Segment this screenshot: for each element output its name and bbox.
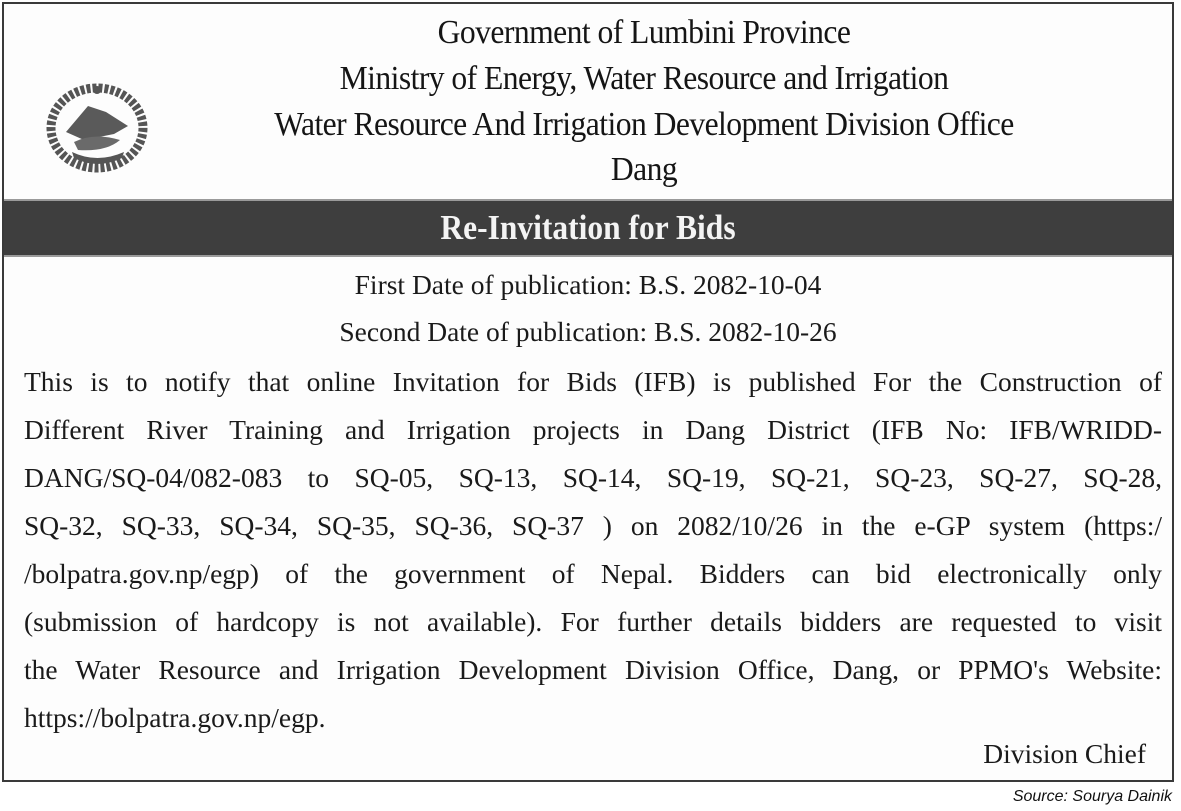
notice-title: Re-Invitation for Bids xyxy=(440,208,736,247)
body-line: DANG/SQ-04/082-083 to SQ-05, SQ-13, SQ-14, SQ-19, SQ-21, SQ-23, SQ-27, SQ-28, xyxy=(24,462,1162,493)
body-line: Different River Training and Irrigation projects in Dang District (IFB No: IFB/WRIDD- xyxy=(24,414,1162,445)
body-line: This is to notify that online Invitation for Bids (IFB) is published For the Construction of xyxy=(24,366,1162,397)
header-office: Water Resource And Irrigation Development Division Office xyxy=(274,106,1014,143)
body-line-url: https://bolpatra.gov.np/egp. xyxy=(24,702,326,733)
header-district: Dang xyxy=(610,151,678,188)
title-banner xyxy=(4,199,1172,257)
nepal-government-emblem-icon xyxy=(44,82,150,174)
header-ministry: Ministry of Energy, Water Resource and Irrigation xyxy=(339,60,949,97)
header-government: Government of Lumbini Province xyxy=(437,14,851,51)
body-line: /bolpatra.gov.np/egp) of the government of Nepal. Bidders can bid electronically only xyxy=(24,558,1162,589)
first-publication-date: First Date of publication: B.S. 2082-10-04 xyxy=(354,269,822,300)
body-line: (submission of hardcopy is not available). For further details bidders are requested to visit xyxy=(24,606,1162,637)
second-publication-date: Second Date of publication: B.S. 2082-10-26 xyxy=(339,316,837,347)
body-line: SQ-32, SQ-33, SQ-34, SQ-35, SQ-36, SQ-37 ) on 2082/10/26 in the e-GP system (https:/ xyxy=(24,510,1162,541)
signature-division-chief: Division Chief xyxy=(983,738,1146,769)
source-credit: Source: Sourya Dainik xyxy=(1012,788,1172,805)
bid-notice xyxy=(2,2,1174,782)
body-line: the Water Resource and Irrigation Development Division Office, Dang, or PPMO's Website: xyxy=(24,654,1162,685)
